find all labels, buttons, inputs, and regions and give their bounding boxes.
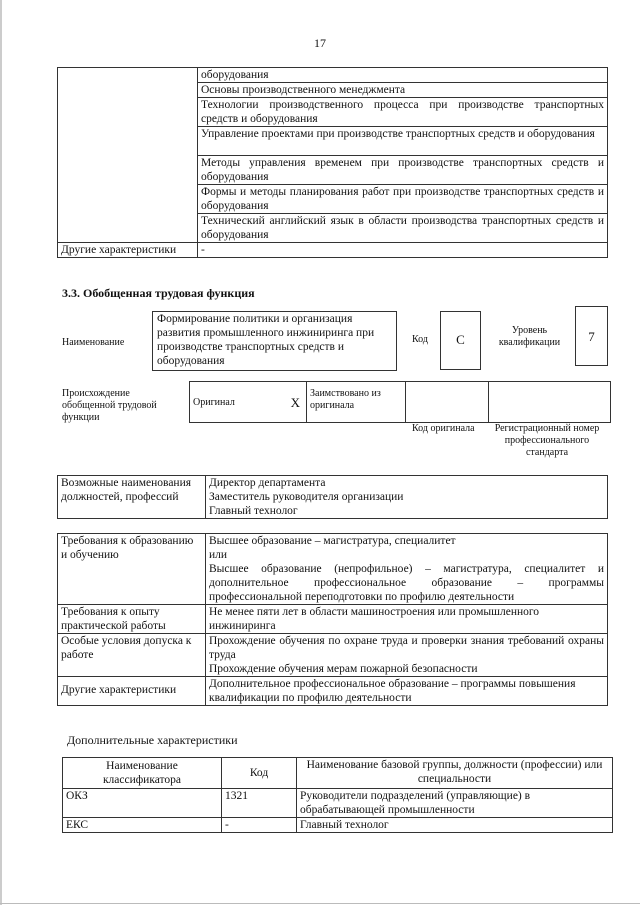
gtf-name-value: Формирование политики и организация развития промышленного инжиниринга при производстве транспортных средств и оборудования bbox=[157, 313, 375, 367]
special-line: Прохождение обучения по охране труда и проверки знания требований охраны труда bbox=[209, 635, 604, 661]
position-item: Заместитель руководителя организации bbox=[209, 491, 404, 503]
knowledge-row: Технологии производственного процесса при производстве транспортных средств и оборудования bbox=[198, 98, 608, 127]
level-label: Уровень квалификации bbox=[498, 325, 561, 348]
code-value: С bbox=[456, 332, 465, 347]
reg-number-caption: Регистрационный номер профессионального стандарта bbox=[494, 423, 600, 458]
code-label: Код bbox=[412, 334, 428, 345]
classifier-cell: ЕКС bbox=[63, 818, 222, 833]
name-cell: Главный технолог bbox=[297, 818, 613, 833]
borrowed-label: Заимствовано из оригинала bbox=[307, 382, 406, 423]
knowledge-row: Основы производственного менеджмента bbox=[198, 83, 608, 98]
additional-title: Дополнительные характеристики bbox=[67, 733, 238, 747]
positions-label: Возможные наименования должностей, профессий bbox=[58, 476, 206, 519]
special-line: Прохождение обучения мерам пожарной безопасности bbox=[209, 663, 478, 675]
experience-label: Требования к опыту практической работы bbox=[58, 605, 206, 634]
other-characteristics-label: Другие характеристики bbox=[58, 243, 198, 258]
education-values bbox=[206, 534, 608, 605]
education-line: Высшее образование (непрофильное) – магистратура, специалитет и дополнительное профессиональное образование – программы профессиональной переподготовки по профилю деятельности bbox=[209, 563, 604, 603]
position-item: Директор департамента bbox=[209, 477, 326, 489]
gtf-name-box bbox=[152, 311, 397, 371]
header-code: Код bbox=[222, 758, 297, 789]
origin-table bbox=[189, 381, 611, 423]
table-row bbox=[63, 818, 613, 833]
reg-number-cell bbox=[489, 382, 611, 423]
code-original-caption: Код оригинала bbox=[412, 423, 475, 434]
classifier-cell: ОКЗ bbox=[63, 789, 222, 818]
requirements-table bbox=[57, 533, 608, 706]
knowledge-label-cell bbox=[58, 68, 198, 243]
page-number: 17 bbox=[314, 36, 326, 50]
level-value: 7 bbox=[588, 329, 595, 344]
origin-label: Происхождение обобщенной трудовой функции bbox=[62, 388, 157, 423]
name-cell: Руководители подразделений (управляющие) в обрабатывающей промышленности bbox=[297, 789, 613, 818]
name-label: Наименование bbox=[62, 337, 125, 348]
section-title: 3.3. Обобщенная трудовая функция bbox=[62, 286, 255, 300]
positions-values bbox=[206, 476, 608, 519]
page-bottom-edge bbox=[0, 903, 640, 904]
header-name: Наименование базовой группы, должности (профессии) или специальности bbox=[297, 758, 613, 789]
scan-edge bbox=[0, 0, 2, 905]
experience-value: Не менее пяти лет в области машиностроения или промышленного инжиниринга bbox=[206, 605, 608, 634]
original-label: Оригинал bbox=[193, 397, 235, 408]
knowledge-table bbox=[57, 67, 608, 258]
additional-table bbox=[62, 757, 613, 833]
req-other-label: Другие характеристики bbox=[58, 677, 206, 706]
education-label: Требования к образованию и обучению bbox=[58, 534, 206, 605]
knowledge-row: оборудования bbox=[198, 68, 608, 83]
education-line: или bbox=[209, 549, 228, 561]
education-line: Высшее образование – магистратура, специалитет bbox=[209, 535, 456, 547]
level-box bbox=[575, 306, 608, 366]
knowledge-row: Технический английский язык в области производства транспортных средств и оборудования bbox=[198, 214, 608, 243]
header-classifier: Наименование классификатора bbox=[63, 758, 222, 789]
special-label: Особые условия допуска к работе bbox=[58, 634, 206, 677]
positions-table bbox=[57, 475, 608, 519]
knowledge-row: Методы управления временем при производстве транспортных средств и оборудования bbox=[198, 156, 608, 185]
req-other-value: Дополнительное профессиональное образование – программы повышения квалификации по профилю деятельности bbox=[206, 677, 608, 706]
other-characteristics-value: - bbox=[198, 243, 608, 258]
knowledge-row: Управление проектами при производстве транспортных средств и оборудования bbox=[198, 127, 608, 156]
knowledge-row: Формы и методы планирования работ при производстве транспортных средств и оборудования bbox=[198, 185, 608, 214]
code-cell: 1321 bbox=[222, 789, 297, 818]
special-values bbox=[206, 634, 608, 677]
code-box bbox=[440, 311, 481, 370]
table-row bbox=[63, 789, 613, 818]
original-cell bbox=[190, 382, 307, 423]
position-item: Главный технолог bbox=[209, 505, 298, 517]
code-cell: - bbox=[222, 818, 297, 833]
code-original-cell bbox=[406, 382, 489, 423]
original-mark: Х bbox=[290, 395, 300, 410]
